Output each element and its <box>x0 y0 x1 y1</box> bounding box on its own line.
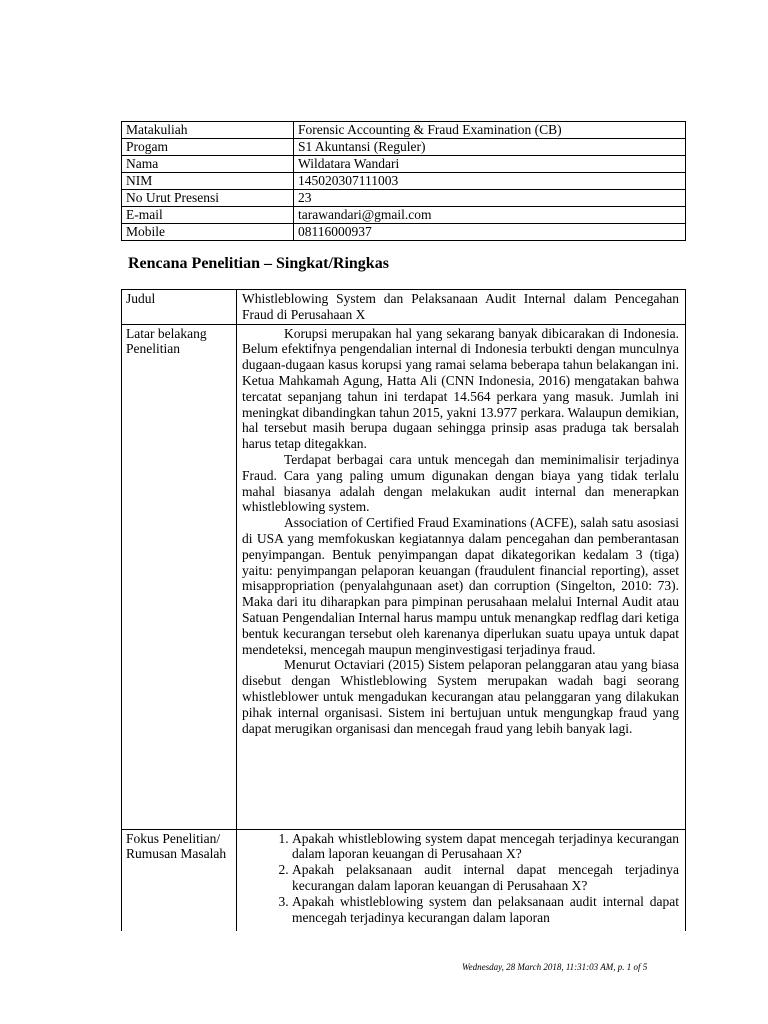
info-value: 23 <box>294 190 686 207</box>
info-value: Forensic Accounting & Fraud Examination (CB) <box>294 122 686 139</box>
list-item: 1. Apakah whistleblowing system dapat mencegah terjadinya kecurangan dalam laporan keuangan di Perusahaan X? <box>292 831 679 863</box>
info-label: Progam <box>122 139 294 156</box>
info-row-nim <box>122 173 686 190</box>
list-item: 3. Apakah whistleblowing system dan pelaksanaan audit internal dapat mencegah terjadinya kecurangan dalam laporan <box>292 894 679 926</box>
info-label: No Urut Presensi <box>122 190 294 207</box>
info-row-matakuliah <box>122 122 686 139</box>
paragraph: Terdapat berbagai cara untuk mencegah dan meminimalisir terjadinya Fraud. Cara yang paling umum digunakan dengan biaya yang tidak terlalu mahal biasanya adalah dengan melakukan audit internal dan menerapkan whistleblowing system. <box>242 451 679 515</box>
info-label: Nama <box>122 156 294 173</box>
research-question-list <box>242 831 679 926</box>
info-label: Mobile <box>122 224 294 241</box>
info-row-mobile <box>122 224 686 241</box>
section-heading: Rencana Penelitian – Singkat/Ringkas <box>128 255 389 272</box>
info-row-email <box>122 207 686 224</box>
row-latar <box>122 324 686 829</box>
info-label: Matakuliah <box>122 122 294 139</box>
row-text-fokus <box>237 829 686 931</box>
row-text-latar <box>237 324 686 829</box>
student-info-table <box>121 121 686 241</box>
row-label-judul: Judul <box>122 290 237 325</box>
info-value: 08116000937 <box>294 224 686 241</box>
info-value: S1 Akuntansi (Reguler) <box>294 139 686 156</box>
paragraph: Korupsi merupakan hal yang sekarang banyak dibicarakan di Indonesia. Belum efektifnya pengendalian internal di Indonesia terbukti dengan munculnya dugaan-dugaan kasus korupsi yang ramai selama beberapa tahun belakangan ini. Ketua Mahkamah Agung, Hatta Ali (CNN Indonesia, 2016) mengatakan bahwa tercatat sepanjang tahun ini terdapat 14.564 perkara yang masuk. Jumlah ini meningkat dibandingkan tahun 2015, yakni 13.977 perkara. Walaupun demikian, hal tersebut masih berupa dugaan sehingga prinsip asas praduga tak bersalah harus tetap ditegakkan. <box>242 325 679 452</box>
paragraph: Association of Certified Fraud Examinations (ACFE), salah satu asosiasi di USA yang memfokuskan kegiatannya dalam pencegahan dan pemberantasan penyimpangan. Bentuk penyimpangan dapat dikategorikan kedalam 3 (tiga) yaitu: penyimpangan pelaporan keuangan (fraudulent financial reporting), asset misappropriation (penyalahgunaan aset) dan corruption (Singelton, 2010: 73). Maka dari itu diharapkan para pimpinan perusahaan melalui Internal Audit atau Satuan Pengendalian Internal harus mampu untuk menangkap redflag dari ketiga bentuk kecurangan tersebut oleh karenanya diperlukan suatu upaya untuk dapat mendeteksi, mencegah maupun menginvestigasi terjadinya fraud. <box>242 515 679 657</box>
info-value: 145020307111003 <box>294 173 686 190</box>
info-row-nama <box>122 156 686 173</box>
page-footer: Wednesday, 28 March 2018, 11:31:03 AM, p. 1 of 5 <box>462 962 648 972</box>
row-label-latar: Latar belakang Penelitian <box>122 324 237 829</box>
row-text-judul: Whistleblowing System dan Pelaksanaan Audit Internal dalam Pencegahan Fraud di Perusahaan X <box>237 290 686 325</box>
info-value: tarawandari@gmail.com <box>294 207 686 224</box>
info-label: NIM <box>122 173 294 190</box>
research-plan-table <box>121 289 686 931</box>
info-label: E-mail <box>122 207 294 224</box>
info-row-progam <box>122 139 686 156</box>
info-row-presensi <box>122 190 686 207</box>
info-value: Wildatara Wandari <box>294 156 686 173</box>
paragraph: Menurut Octaviari (2015) Sistem pelaporan pelanggaran atau yang biasa disebut dengan Whistleblowing System merupakan wadah bagi seorang whistleblower untuk mengadukan kecurangan atau pelanggaran yang dilakukan pihak internal organisasi. Sistem ini bertujuan untuk mengungkap fraud yang dapat merugikan organisasi dan mencegah fraud yang lebih banyak lagi. <box>242 657 679 736</box>
row-fokus <box>122 829 686 931</box>
list-item: 2. Apakah pelaksanaan audit internal dapat mencegah terjadinya kecurangan dalam laporan keuangan di Perusahaan X? <box>292 862 679 894</box>
row-judul <box>122 290 686 325</box>
row-label-fokus: Fokus Penelitian/ Rumusan Masalah <box>122 829 237 931</box>
